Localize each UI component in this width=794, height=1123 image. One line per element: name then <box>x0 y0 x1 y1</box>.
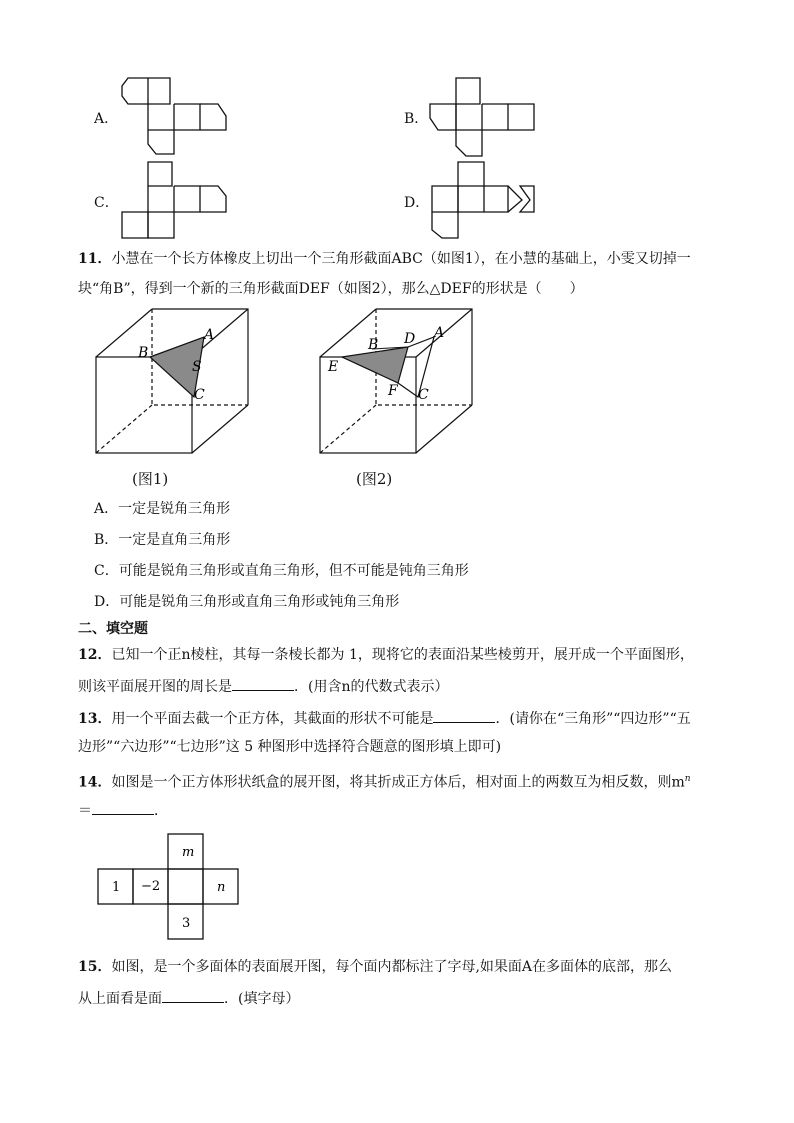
fig2-caption: (图2) <box>356 470 393 488</box>
net-c-figure <box>118 160 228 242</box>
q13-text-1-pre: 用一个平面去截一个正方体，其截面的形状不可能是 <box>111 711 434 727</box>
fig2-label-c: C <box>418 387 429 403</box>
q11-figure-2 <box>316 305 478 455</box>
q12-answer-blank[interactable] <box>232 676 294 691</box>
q14-text-2-post: ． <box>154 803 168 819</box>
q13-answer-blank[interactable] <box>433 708 495 723</box>
q15-text-2-pre: 从上面看是面 <box>78 991 162 1007</box>
q11-text-1: 小慧在一个长方体橡皮上切出一个三角形截面ABC（如图1），在小慧的基础上，小雯又切掉一 <box>111 251 691 267</box>
q12-text-2-pre: 则该平面展开图的周长是 <box>78 679 232 695</box>
q14-cell-m: m <box>182 845 195 860</box>
fig2-label-f: F <box>388 383 398 399</box>
option-c-label: C． <box>94 195 119 211</box>
fig2-label-e: E <box>328 359 339 375</box>
fig1-caption: (图1) <box>132 470 169 488</box>
q11-option-d[interactable]: D．可能是锐角三角形或直角三角形或钝角三角形 <box>94 594 400 610</box>
option-b-label: B． <box>404 111 429 127</box>
q15-answer-blank[interactable] <box>162 988 224 1003</box>
net-d-figure <box>428 160 540 242</box>
fig1-label-c: C <box>194 387 205 403</box>
q13-text-1-post: ．(请你在“三角形”“四边形”“五 <box>495 711 691 727</box>
net-a-figure <box>118 76 228 156</box>
q11-option-b[interactable]: B．一定是直角三角形 <box>94 532 231 548</box>
q12-text-1: 已知一个正n棱柱，其每一条棱长都为 1，现将它的表面沿某些棱剪开，展开成一个平面图形， <box>111 647 694 663</box>
q15-text-1: 如图，是一个多面体的表面展开图，每个面内都标注了字母,如果面A在多面体的底部，那么 <box>111 959 673 975</box>
q11-option-a[interactable]: A．一定是锐角三角形 <box>94 501 231 517</box>
q11-line1 <box>78 250 691 268</box>
q11-option-c[interactable]: C．可能是锐角三角形或直角三角形，但不可能是钝角三角形 <box>94 563 469 579</box>
q15-line2 <box>78 988 299 1008</box>
q11-number: 11． <box>78 251 112 267</box>
section-2-title: 二、填空题 <box>78 621 148 637</box>
fig1-label-s: S <box>192 359 202 375</box>
q13-line2: 边形”“六边形”“七边形”这 5 种图形中选择符合题意的图形填上即可) <box>78 739 502 755</box>
q15-line1 <box>78 958 672 976</box>
q13-line1 <box>78 708 691 728</box>
fig2-label-a: A <box>434 325 445 341</box>
q11-figure-1 <box>92 305 254 455</box>
q14-exponent: n <box>684 774 691 784</box>
fig2-label-b: B <box>368 337 379 353</box>
fig1-label-b: B <box>138 345 149 361</box>
q14-line2 <box>78 800 168 820</box>
fig1-label-a: A <box>204 327 215 343</box>
q15-text-2-post: ．(填字母） <box>224 991 300 1007</box>
option-a-label: A． <box>94 111 119 127</box>
option-d-label: D． <box>404 195 430 211</box>
q14-text-1: 如图是一个正方体形状纸盒的展开图，将其折成正方体后，相对面上的两数互为相反数，则m <box>111 774 685 791</box>
q14-cell-3: 3 <box>182 916 191 931</box>
q14-cell-1: 1 <box>112 880 121 895</box>
q15-number: 15． <box>78 959 112 975</box>
q14-cell-n: n <box>217 880 226 895</box>
q14-net-figure <box>96 832 242 940</box>
q14-cell-neg2: −2 <box>141 879 161 894</box>
q14-number: 14． <box>78 774 112 791</box>
q14-answer-blank[interactable] <box>92 800 154 815</box>
fig2-label-d: D <box>404 331 416 347</box>
q12-text-2-post: ．(用含n的代数式表示） <box>294 679 449 695</box>
q14-text-2-pre: ＝ <box>78 803 92 819</box>
q12-line1 <box>78 646 694 664</box>
net-b-figure <box>428 76 538 158</box>
q11-line2: 块“角B”，得到一个新的三角形截面DEF（如图2），那么△DEF的形状是（ ） <box>78 281 584 297</box>
q13-number: 13． <box>78 711 112 727</box>
q12-line2 <box>78 676 448 696</box>
q12-number: 12． <box>78 647 112 663</box>
q14-line1 <box>78 770 691 792</box>
